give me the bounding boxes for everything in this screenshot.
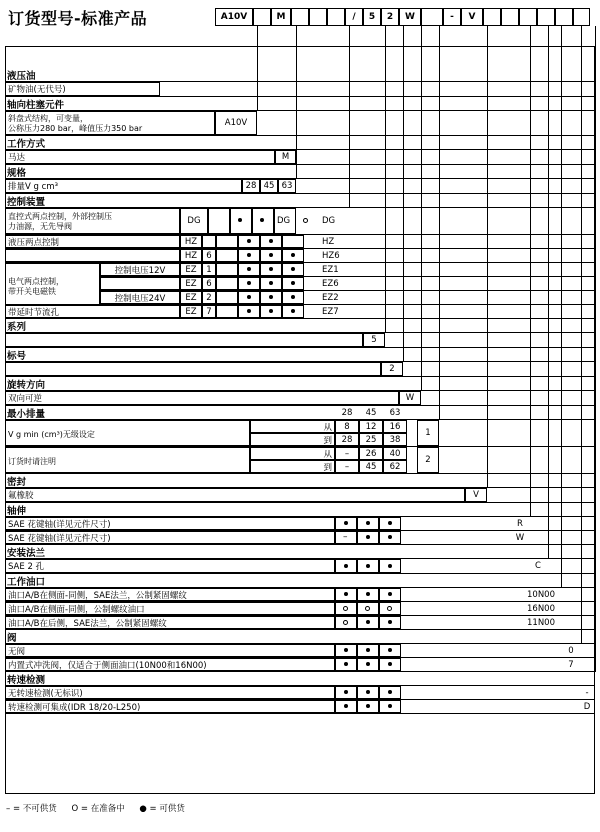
section-header-rotation: 旋转方向 xyxy=(7,379,46,391)
row-ez6-left-code2: 6 xyxy=(202,277,216,290)
dash-mark: – xyxy=(343,532,348,542)
row-order-to-label: 到 xyxy=(250,460,335,473)
row-sae2hole: SAE 2 孔 xyxy=(5,559,335,573)
row-dg-desc-line2: 力油源，无先导阀 xyxy=(8,222,72,231)
row-fkm: 氟橡胶 xyxy=(5,488,465,502)
size-45: 45 xyxy=(260,179,278,193)
row-hz6-avail-28 xyxy=(216,249,238,262)
dot-mark xyxy=(366,592,370,596)
connector-line xyxy=(349,26,350,208)
connector-line xyxy=(421,26,422,391)
section-header-index: 标号 xyxy=(7,350,27,362)
code-rotation-w: W xyxy=(399,391,421,405)
row-dg-right-code: DG xyxy=(322,216,336,226)
section-header-valve: 阀 xyxy=(7,632,17,644)
dot-mark xyxy=(366,620,370,624)
dot-mark xyxy=(247,309,251,313)
dot-mark xyxy=(366,535,370,539)
row-ez6-voltage xyxy=(100,277,180,290)
section-header-speed-sensor: 转速检测 xyxy=(7,674,46,686)
connector-line xyxy=(439,26,440,420)
dot-mark xyxy=(388,690,392,694)
row-no-speed-sensor: 无转速检测(无标识) xyxy=(5,686,335,699)
row-hz-code: HZ xyxy=(322,236,335,247)
row-ez1-left-code2: 1 xyxy=(202,263,216,276)
row-dg-code: DG xyxy=(274,208,296,234)
row-valve-flushing: 内置式冲洗阀，仅适合于侧面油口(10N00和16N00) xyxy=(5,658,335,671)
connector-line xyxy=(296,26,297,150)
legend-circle: О = 在准备中 xyxy=(71,804,125,814)
row-ez1-voltage: 控制电压12V xyxy=(100,263,180,276)
row-ez2-avail-28 xyxy=(216,291,238,304)
section-header-shaft-end: 轴伸 xyxy=(7,505,27,517)
page-title: 订货型号-标准产品 xyxy=(8,9,148,28)
circle-mark xyxy=(343,606,348,611)
section-header-series: 系列 xyxy=(7,321,27,333)
dot-mark xyxy=(388,592,392,596)
dot-mark xyxy=(344,564,348,568)
row-ez2-voltage: 控制电压24V xyxy=(100,291,180,304)
row-speed-sensor-idr: 转速检测可集成(IDR 18/20-L250) xyxy=(5,700,335,713)
dot-mark xyxy=(388,564,392,568)
code-box[interactable] xyxy=(253,8,271,26)
dot-mark xyxy=(247,295,251,299)
row-swashplate-desc-line2: 公称压力280 bar，峰值压力350 bar xyxy=(8,124,143,133)
size-63: 63 xyxy=(278,179,296,193)
circle-mark xyxy=(343,620,348,625)
code-box[interactable] xyxy=(573,8,590,26)
row-port-10n00: 油口A/B在侧面-同侧，SAE法兰，公制紧固螺纹 xyxy=(5,588,335,601)
row-ez1-left-code: EZ xyxy=(180,263,202,276)
row-ez7-left-code2: 7 xyxy=(202,305,216,318)
row-spline-r: SAE 花键轴(详见元件尺寸) xyxy=(5,517,335,530)
row-ez1-avail-28 xyxy=(216,263,238,276)
legend-dot: ● = 可供货 xyxy=(139,804,185,814)
dot-mark xyxy=(269,239,273,243)
code-box[interactable] xyxy=(483,8,501,26)
row-ez-desc-line2: 带开关电磁铁 xyxy=(8,287,56,296)
row-index xyxy=(5,362,381,376)
row-hz6-desc xyxy=(5,249,180,262)
row-vgmin-to-label: 到 xyxy=(250,433,335,446)
dot-mark xyxy=(366,704,370,708)
row-vgmin-to-63: 38 xyxy=(383,433,407,446)
row-displacement xyxy=(5,179,242,193)
row-hz6-left-code: HZ xyxy=(180,249,202,262)
dot-mark xyxy=(247,253,251,257)
row-port-11n00: 油口A/B在后侧，SAE法兰，公制紧固螺纹 xyxy=(5,616,335,629)
section-header-operating-mode: 工作方式 xyxy=(7,138,46,150)
dot-mark xyxy=(388,620,392,624)
code-box[interactable]: W xyxy=(399,8,421,26)
section-header-service-ports: 工作油口 xyxy=(7,576,46,588)
row-vgmin-label: V g min (cm³)无级设定 xyxy=(8,430,95,439)
dot-mark xyxy=(388,535,392,539)
row-swashplate-desc-line1: 斜盘式结构，可变量， xyxy=(8,114,88,123)
legend-dash: – = 不可供货 xyxy=(6,804,57,814)
connector-line xyxy=(561,26,562,588)
code-box[interactable]: / xyxy=(345,8,363,26)
row-hz6-left-code2: 6 xyxy=(202,249,216,262)
dot-mark xyxy=(388,662,392,666)
row-ez2-left-code2: 2 xyxy=(202,291,216,304)
row-order-from-63: 40 xyxy=(383,447,407,460)
dot-mark xyxy=(366,662,370,666)
dot-mark xyxy=(388,648,392,652)
code-flange-c: C xyxy=(535,561,541,571)
legend xyxy=(6,802,197,814)
code-a10v: A10V xyxy=(215,111,257,135)
row-vgmin-from-28: 8 xyxy=(335,420,359,433)
connector-line xyxy=(257,26,258,111)
dot-mark xyxy=(291,281,295,285)
code-box[interactable] xyxy=(291,8,309,26)
code-box[interactable] xyxy=(519,8,537,26)
circle-mark xyxy=(387,606,392,611)
dot-mark xyxy=(291,253,295,257)
dot-mark xyxy=(344,690,348,694)
row-ez6-avail-28 xyxy=(216,277,238,290)
dot-mark xyxy=(247,239,251,243)
min-disp-header-28: 28 xyxy=(341,407,353,418)
row-vgmin-from-45: 12 xyxy=(359,420,383,433)
code-box[interactable] xyxy=(309,8,327,26)
dot-mark xyxy=(344,662,348,666)
code-speed-none: - xyxy=(585,687,589,698)
code-speed-d: D xyxy=(583,701,591,712)
spec-table xyxy=(5,32,595,792)
row-vgmin-desc xyxy=(5,420,250,446)
row-ez7-code: EZ7 xyxy=(322,306,339,317)
dot-mark xyxy=(366,648,370,652)
row-vgmin-to-45: 25 xyxy=(359,433,383,446)
row-ez1-code: EZ1 xyxy=(322,264,339,275)
dot-mark xyxy=(344,592,348,596)
row-order-from-label: 从 xyxy=(250,447,335,460)
code-box[interactable] xyxy=(327,8,345,26)
row-order-to-45: 45 xyxy=(359,460,383,473)
row-bidirectional: 双向可逆 xyxy=(5,391,399,405)
code-vgmin-2: 2 xyxy=(417,447,439,473)
code-shaft-w: W xyxy=(515,532,525,543)
code-valve-7: 7 xyxy=(568,659,574,670)
row-spline-w: SAE 花键轴(详见元件尺寸) xyxy=(5,531,335,544)
connector-line xyxy=(595,26,596,672)
row-swashplate-desc xyxy=(5,111,215,135)
dot-mark xyxy=(366,521,370,525)
row-hz-left-code: HZ xyxy=(180,235,202,248)
code-valve-0: 0 xyxy=(568,645,574,656)
row-hz-left-code2 xyxy=(202,235,216,248)
dot-mark xyxy=(291,309,295,313)
row-ez6-code: EZ6 xyxy=(322,278,339,289)
row-vgmin-from-label: 从 xyxy=(250,420,335,433)
row-dg-desc-line1: 直控式两点控制，外部控制压 xyxy=(8,212,112,221)
row-hz-avail-extra xyxy=(282,235,304,248)
row-ez7-desc: 带延时节流孔 xyxy=(5,305,180,318)
code-m: M xyxy=(275,150,296,164)
connector-line xyxy=(385,26,386,333)
dot-mark xyxy=(344,521,348,525)
connector-line xyxy=(530,26,531,517)
min-disp-header-63: 63 xyxy=(389,407,401,418)
row-ez-desc-line1: 电气两点控制， xyxy=(8,277,64,286)
dot-mark xyxy=(344,704,348,708)
section-header-hydraulic-oil: 液压油 xyxy=(7,70,36,82)
connector-line xyxy=(548,26,549,559)
section-header-axial-piston-unit: 轴向柱塞元件 xyxy=(7,99,65,111)
row-hz-desc: 液压两点控制 xyxy=(5,235,180,248)
dot-mark xyxy=(366,564,370,568)
code-index-2: 2 xyxy=(381,362,403,376)
code-seal-v: V xyxy=(465,488,487,502)
row-order-to-28: – xyxy=(335,460,359,473)
code-box[interactable]: 5 xyxy=(363,8,381,26)
circle-mark xyxy=(365,606,370,611)
dot-mark xyxy=(388,704,392,708)
dot-mark xyxy=(269,253,273,257)
connector-line xyxy=(403,26,404,362)
row-order-note-label: 订货时请注明 xyxy=(8,457,56,466)
dot-mark xyxy=(269,295,273,299)
row-series xyxy=(5,333,363,347)
dot-mark xyxy=(269,309,273,313)
row-valve-none: 无阀 xyxy=(5,644,335,657)
code-box[interactable] xyxy=(421,8,443,26)
row-vgmin-from-63: 16 xyxy=(383,420,407,433)
row-ez2-code: EZ2 xyxy=(322,292,339,303)
code-box[interactable] xyxy=(501,8,519,26)
row-port-16n00: 油口A/B在侧面-同侧，公制螺纹油口 xyxy=(5,602,335,615)
connector-line xyxy=(296,150,297,179)
connector-line xyxy=(487,26,488,488)
dot-mark xyxy=(269,267,273,271)
section-header-size: 规格 xyxy=(7,167,27,179)
dot-mark xyxy=(291,295,295,299)
connector-line xyxy=(581,26,582,644)
code-box[interactable]: V xyxy=(461,8,483,26)
section-header-min-displacement: 最小排量 xyxy=(7,408,46,420)
dot-mark xyxy=(247,267,251,271)
code-box[interactable] xyxy=(555,8,573,26)
dot-mark xyxy=(238,218,242,222)
row-ez7-left-code: EZ xyxy=(180,305,202,318)
section-header-seal: 密封 xyxy=(7,476,27,488)
row-order-from-28: – xyxy=(335,447,359,460)
code-port-16n00: 16N00 xyxy=(527,603,555,614)
row-hz-avail-28 xyxy=(216,235,238,248)
section-header-control: 控制装置 xyxy=(7,196,46,208)
row-motor: 马达 xyxy=(5,150,275,164)
code-box[interactable]: 2 xyxy=(381,8,399,26)
code-box[interactable]: - xyxy=(443,8,461,26)
dot-mark xyxy=(269,281,273,285)
row-mineral-oil: 矿物油(无代号) xyxy=(5,82,160,96)
row-hz6-code: HZ6 xyxy=(322,250,340,261)
row-order-from-45: 26 xyxy=(359,447,383,460)
dot-mark xyxy=(291,267,295,271)
row-dg-avail-28 xyxy=(208,208,230,234)
dot-mark xyxy=(247,281,251,285)
section-header-mounting-flange: 安装法兰 xyxy=(7,547,46,559)
row-order-note xyxy=(5,447,250,473)
min-disp-header-45: 45 xyxy=(365,407,377,418)
dot-mark xyxy=(260,218,264,222)
code-shaft-r: R xyxy=(517,518,523,529)
code-box[interactable] xyxy=(537,8,555,26)
row-vgmin-to-28: 28 xyxy=(335,433,359,446)
row-ez7-avail-28 xyxy=(216,305,238,318)
dot-mark xyxy=(388,521,392,525)
code-vgmin-1: 1 xyxy=(417,420,439,446)
code-series-5: 5 xyxy=(363,333,385,347)
dot-mark xyxy=(344,648,348,652)
row-dg-left-code: DG xyxy=(180,208,208,234)
dot-mark xyxy=(366,690,370,694)
code-box[interactable]: M xyxy=(271,8,291,26)
row-displacement-label: 排量V g cm³ xyxy=(8,182,58,192)
code-port-10n00: 10N00 xyxy=(527,589,555,600)
row-dg-desc xyxy=(5,208,180,234)
order-code-bar xyxy=(0,8,590,26)
row-order-to-63: 62 xyxy=(383,460,407,473)
code-box[interactable]: A10V xyxy=(215,8,253,26)
row-ez6-left-code: EZ xyxy=(180,277,202,290)
row-ez2-left-code: EZ xyxy=(180,291,202,304)
code-port-11n00: 11N00 xyxy=(527,617,555,628)
circle-mark xyxy=(303,218,308,223)
size-28: 28 xyxy=(242,179,260,193)
